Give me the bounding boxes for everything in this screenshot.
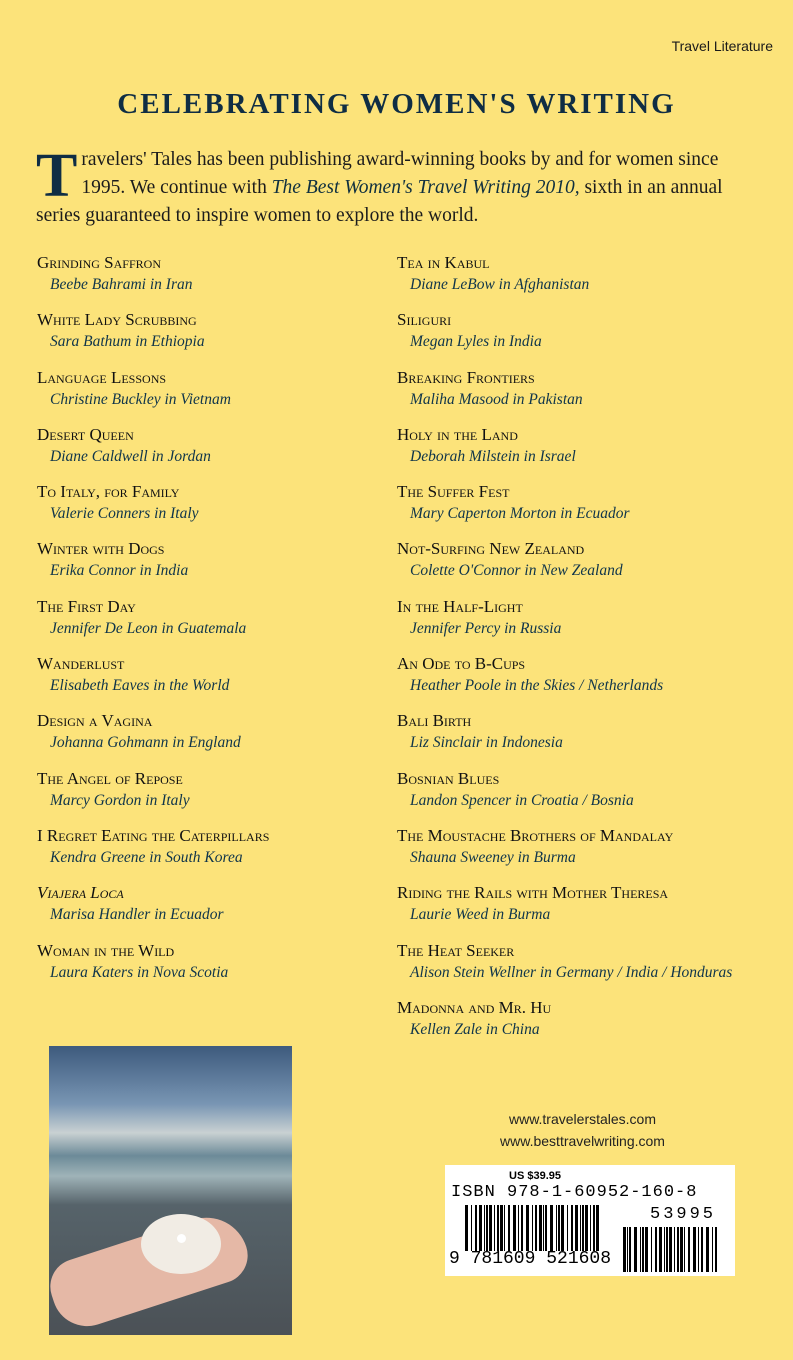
story-title: Winter with Dogs (37, 539, 165, 559)
barcode-bar (513, 1205, 516, 1251)
story-title: Holy in the Land (397, 424, 518, 444)
barcode-bar (640, 1227, 641, 1272)
barcode-bar (693, 1227, 696, 1272)
story-item (37, 768, 269, 825)
story-title: Riding the Rails with Mother Theresa (397, 883, 669, 903)
story-author: Valerie Conners in Italy (50, 505, 199, 523)
barcode-bar (627, 1227, 628, 1272)
url-besttravelwriting[interactable]: www.besttravelwriting.com (500, 1133, 665, 1149)
story-title: Wanderlust (37, 654, 125, 674)
story-title: Grinding Saffron (37, 253, 161, 272)
barcode-bar (532, 1205, 533, 1251)
story-item (397, 481, 732, 538)
barcode-bar (500, 1205, 503, 1251)
barcode-bar (623, 1227, 626, 1272)
story-item (37, 252, 269, 309)
barcode-bar (567, 1205, 568, 1251)
barcode-bar (669, 1227, 672, 1272)
barcode-bar (655, 1227, 657, 1272)
addon-code: 53995 (650, 1205, 717, 1224)
barcode-bar (465, 1205, 468, 1251)
drop-cap: T (36, 142, 78, 210)
story-item (37, 653, 269, 710)
barcode-bar (688, 1227, 690, 1272)
story-author: Alison Stein Wellner in Germany / India / Honduras (410, 963, 733, 981)
story-title: The Angel of Repose (37, 768, 183, 788)
barcode-box (445, 1165, 735, 1276)
story-author: Maliha Masood in Pakistan (410, 390, 583, 408)
barcode-bar (558, 1205, 560, 1251)
story-author: Marisa Handler in Ecuador (50, 906, 224, 924)
barcode-bar (680, 1227, 683, 1272)
barcode-bar (571, 1205, 573, 1251)
page-heading: CELEBRATING WOMEN'S WRITING (117, 88, 676, 120)
barcode-bar (645, 1227, 648, 1272)
barcode-bar (556, 1205, 557, 1251)
shell-shape (141, 1214, 221, 1274)
barcode-bar (521, 1205, 523, 1251)
story-title: Design a Vagina (37, 711, 153, 731)
story-item (37, 710, 269, 767)
intro-text-2: sixth in an annual series guaranteed to inspire women to explore the world. (36, 177, 723, 226)
story-title: Breaking Frontiers (397, 367, 535, 387)
story-author: Marcy Gordon in Italy (50, 791, 190, 809)
story-item (37, 825, 269, 882)
story-title: White Lady Scrubbing (37, 310, 197, 330)
barcode-bar (659, 1227, 662, 1272)
story-author: Megan Lyles in India (410, 333, 542, 351)
story-author: Shauna Sweeney in Burma (410, 848, 576, 866)
barcode-bar (593, 1205, 595, 1251)
barcode-bar (596, 1205, 599, 1251)
barcode-bar (561, 1205, 564, 1251)
story-author: Jennifer De Leon in Guatemala (50, 619, 247, 637)
story-title: Madonna and Mr. Hu (397, 997, 552, 1017)
story-item (397, 367, 732, 424)
barcode-bar (479, 1205, 482, 1251)
story-author: Kendra Greene in South Korea (50, 848, 243, 866)
stories-left-column (37, 252, 269, 997)
story-item (37, 596, 269, 653)
barcode-bar (629, 1227, 631, 1272)
story-item (397, 309, 732, 366)
story-item (397, 825, 732, 882)
barcode-bar (526, 1205, 529, 1251)
story-author: Sara Bathum in Ethiopia (50, 333, 205, 351)
story-item (397, 596, 732, 653)
barcode-bar (580, 1205, 581, 1251)
story-author: Kellen Zale in China (410, 1020, 540, 1038)
barcode-bar (550, 1205, 553, 1251)
story-title: Not-Surfing New Zealand (397, 539, 585, 559)
urls (445, 1108, 720, 1152)
barcode-bar (664, 1227, 665, 1272)
cover-photo-hands-shell (49, 1046, 292, 1335)
stories-right-column (397, 252, 732, 1054)
story-author: Mary Caperton Morton in Ecuador (410, 505, 630, 523)
story-author: Colette O'Connor in New Zealand (410, 562, 623, 580)
story-author: Liz Sinclair in Indonesia (410, 734, 563, 752)
url-travelerstales[interactable]: www.travelerstales.com (508, 1111, 657, 1127)
barcode-bar (486, 1205, 488, 1251)
story-author: Heather Poole in the Skies / Netherlands (410, 677, 664, 695)
story-author: Diane LeBow in Afghanistan (410, 276, 590, 293)
barcode-bar (651, 1227, 652, 1272)
barcode-bar (535, 1205, 537, 1251)
intro-text-1: ravelers' Tales has been publishing award-winning books by and for women since 1995. We continue with (81, 149, 719, 198)
barcode-bar (484, 1205, 485, 1251)
barcode-bar (575, 1205, 578, 1251)
barcode-bar (518, 1205, 519, 1251)
story-author: Deborah Milstein in Israel (410, 447, 576, 465)
category-label: Travel Literature (671, 38, 773, 54)
barcode-digits: 9 781609 521608 (449, 1249, 612, 1269)
story-title: The First Day (37, 596, 136, 616)
barcode-bar (539, 1205, 542, 1251)
barcode-bar (489, 1205, 492, 1251)
barcode-bar (698, 1227, 699, 1272)
story-title: Bosnian Blues (397, 768, 500, 788)
barcode-bar (684, 1227, 685, 1272)
barcode-bar (642, 1227, 644, 1272)
barcode-bar (701, 1227, 703, 1272)
story-item (397, 424, 732, 481)
barcode-bar (585, 1205, 588, 1251)
story-item (397, 710, 732, 767)
barcode-bar (634, 1227, 637, 1272)
intro-paragraph (36, 142, 756, 230)
story-title: Tea in Kabul (397, 253, 490, 272)
barcode-bar (475, 1205, 477, 1251)
story-author: Johanna Gohmann in England (50, 734, 241, 752)
story-author: Beebe Bahrami in Iran (50, 276, 193, 293)
barcode-bar (677, 1227, 679, 1272)
barcode-bar (508, 1205, 510, 1251)
story-title: I Regret Eating the Caterpillars (37, 825, 270, 845)
barcode-bar (590, 1205, 591, 1251)
story-title: In the Half-Light (397, 596, 523, 616)
story-item (37, 424, 269, 481)
barcode-addon (623, 1227, 723, 1272)
story-title: The Suffer Fest (397, 482, 510, 502)
barcode-bar (494, 1205, 495, 1251)
story-item (397, 252, 732, 309)
story-author: Laurie Weed in Burma (410, 906, 551, 924)
story-item (37, 367, 269, 424)
story-title: To Italy, for Family (37, 482, 180, 502)
story-author: Erika Connor in India (50, 562, 189, 580)
book-title: The Best Women's Travel Writing 2010, (271, 177, 580, 198)
story-title: The Heat Seeker (397, 940, 515, 960)
story-item (37, 538, 269, 595)
barcode-bar (504, 1205, 505, 1251)
story-author: Elisabeth Eaves in the World (50, 677, 230, 695)
isbn: ISBN 978-1-60952-160-8 (451, 1183, 698, 1202)
barcode-bar (706, 1227, 709, 1272)
story-title: Woman in the Wild (37, 940, 175, 960)
pearl-shape (177, 1234, 186, 1243)
story-title: An Ode to B-Cups (397, 654, 526, 674)
story-author: Landon Spencer in Croatia / Bosnia (410, 791, 634, 809)
barcode-bar (543, 1205, 544, 1251)
story-title: Bali Birth (397, 711, 472, 731)
story-title: Viajera Loca (37, 883, 124, 903)
barcode-bar (545, 1205, 547, 1251)
story-item (397, 882, 732, 939)
story-title: Siliguri (397, 310, 452, 330)
barcode-bar (497, 1205, 499, 1251)
story-item (397, 997, 732, 1054)
story-item (397, 768, 732, 825)
barcode-bar (715, 1227, 717, 1272)
barcode-bar (582, 1205, 584, 1251)
barcode-bar (471, 1205, 472, 1251)
story-item (397, 653, 732, 710)
story-author: Christine Buckley in Vietnam (50, 390, 231, 408)
story-item (37, 940, 269, 997)
story-author: Jennifer Percy in Russia (410, 619, 562, 637)
story-author: Diane Caldwell in Jordan (50, 447, 211, 465)
story-item (397, 538, 732, 595)
story-title: Language Lessons (37, 367, 167, 387)
barcode-bar (666, 1227, 668, 1272)
story-item (397, 940, 732, 997)
story-author: Laura Katers in Nova Scotia (50, 963, 229, 981)
story-item (37, 309, 269, 366)
story-title: Desert Queen (37, 424, 134, 444)
story-title: The Moustache Brothers of Mandalay (397, 825, 674, 845)
story-item (37, 481, 269, 538)
price: US $39.95 (509, 1170, 561, 1182)
barcode-bar (712, 1227, 713, 1272)
story-item (37, 882, 269, 939)
barcode-bar (674, 1227, 675, 1272)
